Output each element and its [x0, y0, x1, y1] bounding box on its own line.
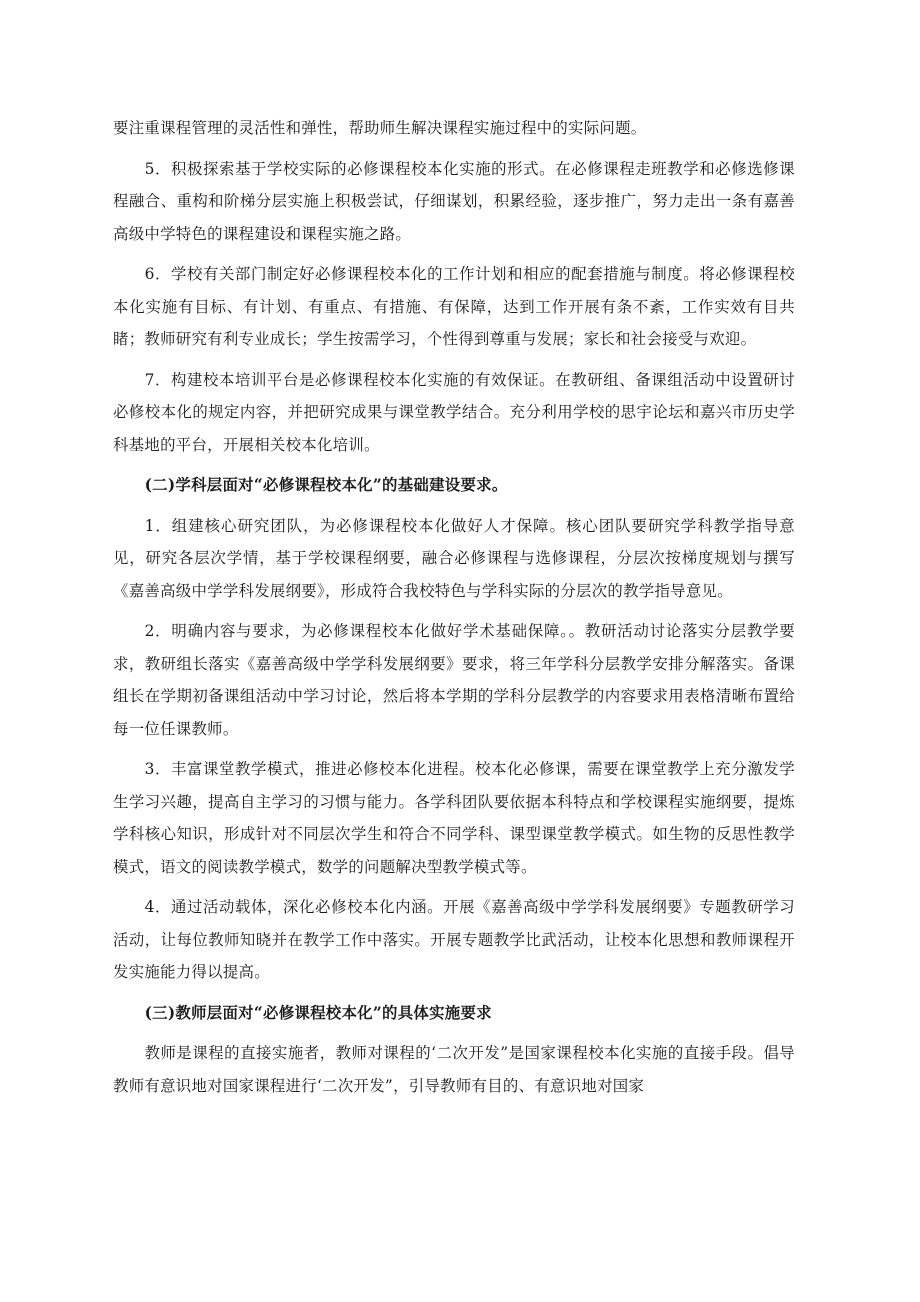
- paragraph-gap: [113, 989, 795, 997]
- paragraph-gap: [113, 745, 795, 753]
- paragraph-item-6: 6．学校有关部门制定好必修课程校本化的工作计划和相应的配套措施与制度。将必修课程校本化实施有目标、有计划、有重点、有措施、有保障，达到工作开展有条不紊，工作实效有目共睹；教师研究有利专业成长；学生按需学习，个性得到尊重与发展；家长和社会接受与欢迎。: [113, 265, 795, 348]
- paragraph-item-1: 1．组建核心研究团队，为必修课程校本化做好人才保障。核心团队要研究学科教学指导意见，研究各层次学情，基于学校课程纲要，融合必修课程与选修课程，分层次按梯度规划与撰写《嘉善高级中学学科发展纲要》，形成符合我校特色与学科实际的分层次的教学指导意见。: [113, 516, 795, 600]
- paragraph-gap: [113, 883, 795, 891]
- paragraph-item-7: 7．构建校本培训平台是必修课程校本化实施的有效保证。在教研组、备课组活动中设置研讨必修校本化的规定内容，并把研究成果与课堂教学结合。充分利用学校的思宇论坛和嘉兴市历史学科基地的平台，开展相关校本化培训。: [113, 370, 795, 454]
- section-heading-3: (三)教师层面对“必修课程校本化”的具体实施要求: [144, 1003, 492, 1022]
- section-heading-2: (二)学科层面对“必修课程校本化”的基础建设要求。: [144, 476, 508, 494]
- paragraph-gap: [113, 250, 795, 258]
- paragraph-gap: [113, 145, 795, 153]
- document-page: [113, 112, 795, 1102]
- paragraph-item-3: 3．丰富课堂教学模式，推进必修校本化进程。校本化必修课，需要在课堂教学上充分激发学生学习兴趣，提高自主学习的习惯与能力。各学科团队要依据本科特点和学校课程实施纲要，提炼学科核心知识，形成针对不同层次学生和符合不同学科、课型课堂教学模式。如生物的反思性教学模式，语文的阅读教学模式，数学的问题解决型教学模式等。: [113, 760, 795, 876]
- continued-paragraph: 要注重课程管理的灵活性和弹性，帮助师生解决课程实施过程中的实际问题。: [113, 119, 647, 137]
- paragraph-gap: [113, 607, 795, 615]
- paragraph-gap: [113, 502, 795, 510]
- paragraph-item-2: 2．明确内容与要求，为必修课程校本化做好学术基础保障。。教研活动讨论落实分层教学要求，教研组长落实《嘉善高级中学学科发展纲要》要求，将三年学科分层教学安排分解落实。备课组长在学期初备课组活动中学习讨论，然后将本学期的学科分层教学的内容要求用表格清晰布置给每一位任课教师。: [113, 622, 795, 738]
- paragraph-gap: [113, 356, 795, 364]
- paragraph-item-4: 4．通过活动载体，深化必修校本化内涵。开展《嘉善高级中学学科发展纲要》专题教研学习活动，让每位教师知晓并在教学工作中落实。开展专题教学比武活动，让校本化思想和教师课程开发实施能力得以提高。: [113, 898, 795, 981]
- paragraph-item-5: 5．积极探索基于学校实际的必修课程校本化实施的形式。在必修课程走班教学和必修选修课程融合、重构和阶梯分层实施上积极尝试，仔细谋划，积累经验，逐步推广，努力走出一条有嘉善高级中学特色的课程建设和课程实施之路。: [113, 159, 795, 243]
- paragraph-gap: [113, 1029, 795, 1037]
- closing-paragraph: 教师是课程的直接实施者，教师对课程的‘二次开发”是国家课程校本化实施的直接手段。倡导教师有意识地对国家课程进行‘二次开发”，引导教师有目的、有意识地对国家: [113, 1044, 795, 1095]
- paragraph-gap: [113, 461, 795, 469]
